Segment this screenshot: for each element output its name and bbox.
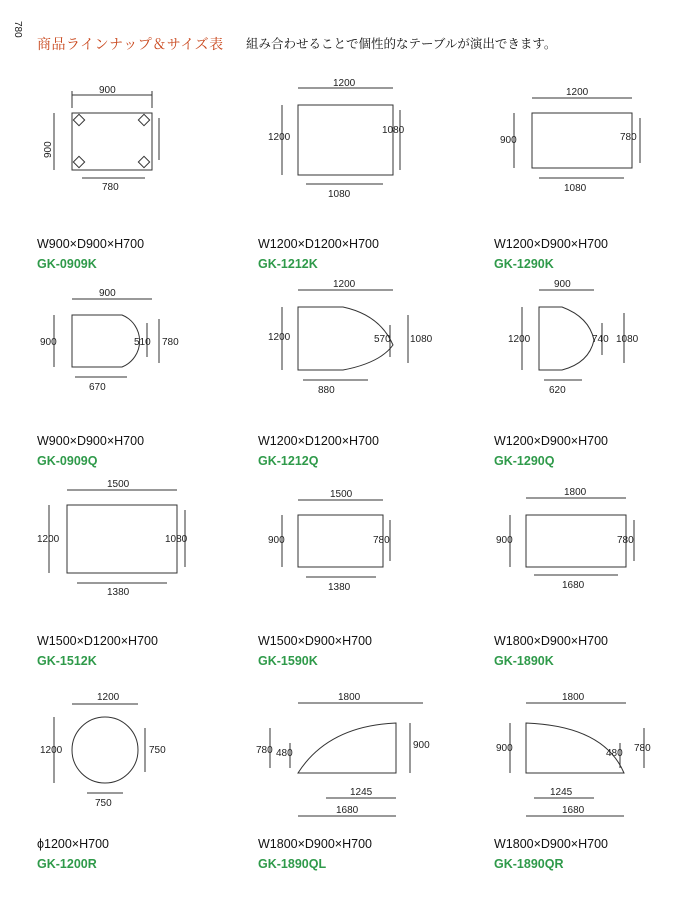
- dim-right-label: 750: [149, 745, 166, 756]
- product-dimensions: ϕ1200×H700: [37, 837, 109, 851]
- dim-right-label: 780: [620, 132, 637, 143]
- dim-top-label: 1500: [330, 489, 353, 500]
- dim-left-label: 780: [256, 745, 273, 756]
- dim-bottom-label: 1680: [336, 805, 359, 816]
- dim-bottom-label: 1080: [564, 183, 587, 194]
- product-card: [494, 648, 699, 871]
- product-code: GK-1200R: [37, 857, 97, 871]
- product-dimensions: W1200×D900×H700: [494, 434, 608, 448]
- dim-top-label: 900: [554, 279, 571, 290]
- dim-top-label: 900: [99, 85, 116, 96]
- dim-left-label: 1200: [40, 745, 63, 756]
- dim-right-inner-label: 570: [374, 334, 391, 345]
- table-diagram: [258, 245, 488, 415]
- dim-bottom-label: 1680: [562, 580, 585, 591]
- product-card: [494, 245, 699, 468]
- product-card: [37, 445, 267, 668]
- product-card: [258, 445, 488, 668]
- product-code: GK-1212Q: [258, 454, 319, 468]
- table-diagram: [37, 648, 267, 818]
- product-code: GK-1890QL: [258, 857, 327, 871]
- table-diagram: [258, 648, 488, 818]
- dim-right-inner-label: 480: [606, 748, 623, 759]
- dim-bottom-label: 1380: [107, 587, 130, 598]
- dim-top-label: 1200: [566, 87, 589, 98]
- product-dimensions: W1800×D900×H700: [494, 837, 608, 851]
- dim-right-label: 780: [373, 535, 390, 546]
- product-card: [258, 48, 488, 271]
- product-dimensions: W1200×D1200×H700: [258, 237, 379, 251]
- dim-right-label: 780: [617, 535, 634, 546]
- dim-right-label: 780: [162, 337, 179, 348]
- dim-left-label: 900: [500, 135, 517, 146]
- dim-bottom-label: 1680: [562, 805, 585, 816]
- product-code: GK-0909Q: [37, 454, 98, 468]
- product-dimensions: W1500×D900×H700: [258, 634, 372, 648]
- dim-bottom-label: 1380: [328, 582, 351, 593]
- dim-top-label: 1800: [564, 487, 587, 498]
- product-code: GK-0909K: [37, 257, 97, 271]
- product-code: GK-1212K: [258, 257, 318, 271]
- dim-bottom-inner-label: 1245: [550, 787, 573, 798]
- dim-top-label: 1800: [338, 692, 361, 703]
- dim-left-label: 900: [43, 141, 54, 158]
- product-card: [258, 245, 488, 468]
- product-card: [494, 445, 699, 668]
- page-title: 商品ラインナップ＆サイズ表: [37, 37, 224, 53]
- dim-left-label: 900: [40, 337, 57, 348]
- product-card: [494, 48, 699, 271]
- dim-right-inner-label: 740: [592, 334, 609, 345]
- dim-bottom-label: 780: [102, 182, 119, 193]
- table-diagram: [37, 445, 267, 615]
- dim-bottom-label: 880: [318, 385, 335, 396]
- product-dimensions: W1200×D900×H700: [494, 237, 608, 251]
- product-dimensions: W1800×D900×H700: [494, 634, 608, 648]
- product-code: GK-1512K: [37, 654, 97, 668]
- dim-left-label: 900: [496, 535, 513, 546]
- dim-left-label: 1200: [268, 332, 291, 343]
- table-diagram: [258, 48, 488, 218]
- dim-right-label: 780: [12, 21, 23, 38]
- dim-left-label: 1200: [37, 534, 60, 545]
- page-description: 組み合わせることで個性的なテーブルが演出できます。: [246, 36, 557, 51]
- dim-bottom-label: 1080: [328, 189, 351, 200]
- table-diagram: [494, 648, 699, 818]
- dim-left-label: 900: [268, 535, 285, 546]
- dim-left-inner-label: 480: [276, 748, 293, 759]
- dim-right-label: 1080: [382, 125, 405, 136]
- dim-bottom-label: 620: [549, 385, 566, 396]
- dim-top-label: 900: [99, 288, 116, 299]
- dim-left-label: 900: [496, 743, 513, 754]
- product-dimensions: W1200×D1200×H700: [258, 434, 379, 448]
- table-diagram: [258, 445, 488, 615]
- product-dimensions: W900×D900×H700: [37, 434, 145, 448]
- dim-top-label: 1500: [107, 479, 130, 490]
- dim-right-label: 1080: [616, 334, 639, 345]
- dim-right-label: 1080: [165, 534, 188, 545]
- dim-bottom-inner-label: 1245: [350, 787, 373, 798]
- table-diagram: [494, 445, 699, 615]
- table-diagram: [494, 48, 699, 218]
- product-dimensions: W1800×D900×H700: [258, 837, 372, 851]
- product-code: GK-1890K: [494, 654, 554, 668]
- product-code: GK-1890QR: [494, 857, 564, 871]
- product-dimensions: W900×D900×H700: [37, 237, 145, 251]
- dim-right-label: 1080: [410, 334, 433, 345]
- product-card: [256, 648, 488, 871]
- product-card: [37, 648, 267, 871]
- table-diagram: [37, 245, 267, 415]
- dim-top-label: 1200: [333, 78, 356, 89]
- table-diagram: [494, 245, 699, 415]
- dim-left-label: 1200: [268, 132, 291, 143]
- dim-right-label: 780: [634, 743, 651, 754]
- product-card: [37, 245, 267, 468]
- dim-right-inner-label: 510: [134, 337, 151, 348]
- dim-bottom-label: 670: [89, 382, 106, 393]
- dim-right-label: 900: [413, 740, 430, 751]
- dim-top-label: 1200: [333, 279, 356, 290]
- product-code: GK-1590K: [258, 654, 318, 668]
- product-code: GK-1290K: [494, 257, 554, 271]
- dim-top-label: 1200: [97, 692, 120, 703]
- product-dimensions: W1500×D1200×H700: [37, 634, 158, 648]
- dim-bottom-label: 750: [95, 798, 112, 809]
- dim-left-label: 1200: [508, 334, 531, 345]
- dim-top-label: 1800: [562, 692, 585, 703]
- product-code: GK-1290Q: [494, 454, 555, 468]
